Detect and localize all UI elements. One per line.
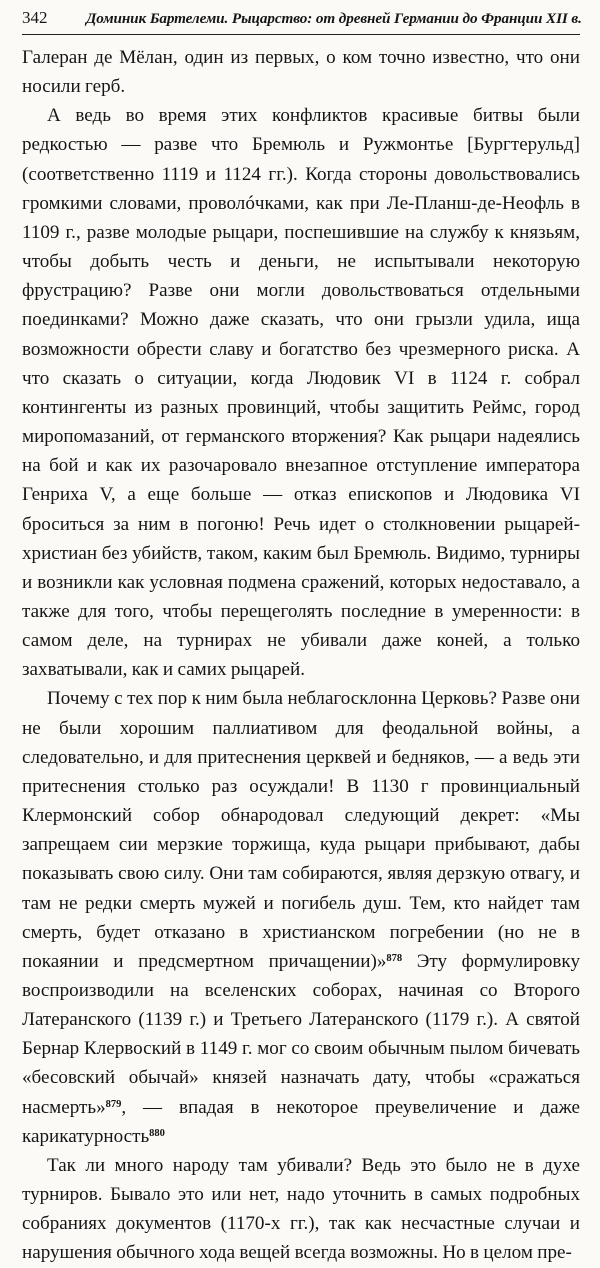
paragraph-3-part-3: , — впадая в некоторое преувеличение и даже карикатурность — [22, 1096, 580, 1147]
page-header — [22, 8, 580, 35]
page-number: 342 — [22, 8, 48, 27]
footnote-ref-878[interactable]: 878 — [386, 952, 403, 964]
paragraph-3-part-2: Эту формулировку воспроизводили на вселенских соборах, начиная со Второго Латеранского (1139 г.) и Третьего Латеранского (1179 г.). А святой Бернар Клервоский в 1149 г. мог со своим обычным пылом бичевать «бесовский обычай» князей назначать дату, чтобы «сражаться насмерть» — [22, 950, 580, 1118]
page-body — [22, 43, 580, 1268]
footnote-ref-880[interactable]: 880 — [149, 1127, 165, 1139]
running-head: Доминик Бартелеми. Рыцарство: от древней Германии до Франции XII в. — [86, 10, 582, 27]
paragraph-4: Так ли много народу там убивали? Ведь это было не в духе турниров. Бывало это или нет, надо уточнить в самых подробных собраниях документов (1170-х гг.), так как несчастные случаи и нарушения обычного хода вещей всегда возможны. Но в целом пре- — [22, 1154, 580, 1264]
paragraph-3 — [22, 684, 580, 1151]
paragraph-1: Галеран де Мёлан, один из первых, о ком точно известно, что они носили герб. — [22, 47, 580, 98]
paragraph-3-part-1: Почему с тех пор к ним была неблагосклонна Церковь? Разве они не были хорошим паллиативом для феодальной войны, а следовательно, и для притеснения церквей и бедняков, — а ведь эти притеснения столько раз осуждали! В 1130 г провинциальный Клермонский собор обнародовал следующий декрет: «Мы запрещаем сии мерзкие торжища, куда рыцари прибывают, дабы показывать свою силу. Они там собираются, являя дерзкую отвагу, и там не редки смерть мужей и погибель душ. Тем, кто найдет там смерть, будет отказано в христианском погребении (но не в покаянии и предсмертном причащении)» — [22, 688, 580, 972]
footnote-ref-879[interactable]: 879 — [105, 1098, 122, 1110]
paragraph-2: А ведь во время этих конфликтов красивые битвы были редкостью — разве что Бремюль и Ружмонтье [Бургтерульд] (соответственно 1119 и 1124 гг.). Когда стороны довольствовались громкими словами, проволóчками, как при Ле-Планш-де-Неофль в 1109 г., разве молодые рыцари, поспешившие на службу к князьям, чтобы добыть честь и деньги, не испытывали некоторую фрустрацию? Разве они могли довольствоваться отдельными поединками? Можно даже сказать, что они грызли удила, ища возможности обрести славу и богатство без чрезмерного риска. А что сказать о ситуации, когда Людовик VI в 1124 г. собрал контингенты из разных провинций, чтобы защитить Реймс, город миропомазаний, от германского вторжения? Как рыцари надеялись на бой и как их разочаровало внезапное отступление императора Генриха V, а еще больше — отказ епископов и Людовика VI броситься за ним в погоню! Речь идет о столкновении рыцарей-христиан без убийств, таком, каким был Бремюль. Видимо, турниры и возникли как условная подмена сражений, которых недоставало, а также для того, чтобы перещеголять последние в умеренности: в самом деле, на турнирах не убивали даже коней, а только захватывали, как и самих рыцарей. — [22, 105, 580, 681]
